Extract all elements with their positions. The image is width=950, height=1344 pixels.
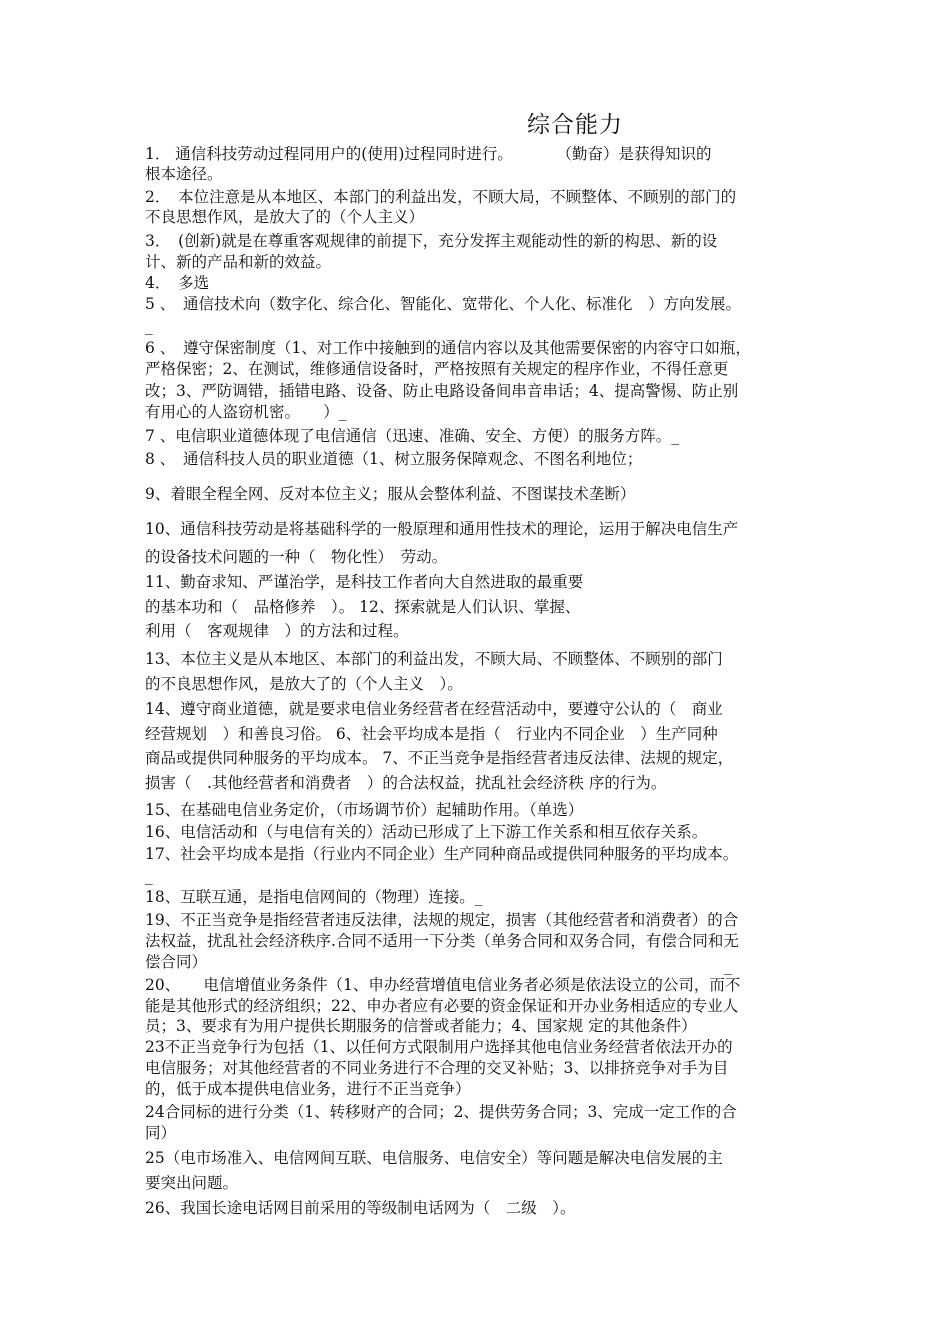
- text-line: 13、本位主义是从本地区、本部门的利益出发，不顾大局、不顾整体、不顾别的部门: [145, 650, 723, 668]
- text-line: _: [145, 867, 153, 885]
- text-line: 1． 通信科技劳动过程同用户的(使用)过程同时进行。 （勤奋）是获得知识的: [145, 145, 712, 163]
- text-line: 电信服务；对其他经营者的不同业务进行不合理的交叉补贴；3、以排挤竞争对手为目: [145, 1059, 729, 1077]
- text-line: _: [724, 957, 732, 975]
- text-line: 4． 多选: [145, 274, 210, 292]
- text-line: 24合同标的进行分类（1、转移财产的合同；2、提供劳务合同；3、完成一定工作的合: [145, 1103, 737, 1121]
- text-line: 11、勤奋求知、严谨治学，是科技工作者向大自然进取的最重要: [145, 573, 584, 591]
- text-line: 10、通信科技劳动是将基础科学的一般原理和通用性技术的理论，运用于解决电信生产: [145, 520, 739, 538]
- text-line: 员；3、要求有为用户提供长期服务的信誉或者能力；4、国家规 定的其他条件）: [145, 1017, 697, 1035]
- text-line: 25（电市场准入、电信网间互联、电信服务、电信安全）等问题是解决电信发展的主: [145, 1149, 723, 1167]
- text-line: 利用（ 客观规律 ）的方法和过程。: [145, 622, 409, 640]
- text-line: 经营规划 ）和善良习俗。 6、社会平均成本是指（ 行业内不同企业 ）生产同种: [145, 725, 718, 743]
- text-line: 能是其他形式的经济组织；22、申办者应有必要的资金保证和开办业务相适应的专业人: [145, 997, 739, 1015]
- text-line: 8 、 通信科技人员的职业道德（1、树立服务保障观念、不图名利地位；: [145, 450, 643, 468]
- text-line: 同）: [145, 1124, 177, 1142]
- text-line: 5 、 通信技术向（数字化、综合化、智能化、宽带化、个人化、标准化 ）方向发展。: [145, 295, 742, 313]
- text-line: 严格保密；2、在测试，维修通信设备时，严格按照有关规定的程序作业，不得任意更: [145, 360, 729, 378]
- text-line: 16、电信活动和（与电信有关的）活动已形成了上下游工作关系和相互依存关系。: [145, 823, 708, 841]
- text-line: 计、新的产品和新的效益。: [145, 253, 332, 271]
- text-line: 26、我国长途电话网目前采用的等级制电话网为（ 二级 ）。: [145, 1199, 576, 1217]
- text-line: 有用心的人盗窃机密。 ）_: [145, 403, 347, 421]
- document-title: 综合能力: [527, 112, 623, 138]
- text-line: 改；3、严防调错，插错电路、设备、防止电路设备间串音串话；4、提高警惕、防止别: [145, 382, 739, 400]
- text-line: 20、 电信增值业务条件（1、申办经营增值电信业务者必须是依法设立的公司，而不: [145, 976, 741, 994]
- text-line: 要突出问题。: [145, 1174, 239, 1192]
- text-line: 偿合同）: [145, 953, 208, 971]
- text-line: 2． 本位注意是从本地区、本部门的利益出发，不顾大局，不顾整体、不顾别的部门的: [145, 188, 737, 206]
- text-line: 15、在基础电信业务定价，（市场调节价）起辅助作用。（单选）: [145, 801, 584, 819]
- text-line: 损害（ .其他经营者和消费者 ）的合法权益，扰乱社会经济秩 序的行为。: [145, 774, 667, 792]
- text-line: 根本途径。: [145, 165, 223, 183]
- text-line: 6 、 遵守保密制度（1、对工作中接触到的通信内容以及其他需要保密的内容守口如瓶，: [145, 339, 751, 357]
- text-line: 的基本功和（ 品格修养 ）。 12、探索就是人们认识、掌握、: [145, 598, 581, 616]
- text-line: 的设备技术问题的一种（ 物化性） 劳动。: [145, 548, 448, 566]
- text-line: 法权益，扰乱社会经济秩序.合同不适用一下分类（单务合同和双务合同，有偿合同和无: [145, 932, 739, 950]
- text-line: 9、着眼全程全网、反对本位主义；服从会整体利益、不图谋技术垄断）: [145, 485, 636, 503]
- text-line: 的，低于成本提供电信业务，进行不正当竞争）: [145, 1080, 471, 1098]
- text-line: 14、遵守商业道德，就是要求电信业务经营者在经营活动中，要遵守公认的（ 商业: [145, 700, 723, 718]
- text-line: 商品或提供同种服务的平均成本。 7、不正当竞争是指经营者违反法律、法规的规定，: [145, 749, 734, 767]
- text-line: _: [145, 317, 153, 335]
- text-line: 3． (创新)就是在尊重客观规律的前提下，充分发挥主观能动性的新的构思、新的设: [145, 232, 718, 250]
- text-line: 18、互联互通，是指电信网间的（物理）连接。_: [145, 888, 483, 906]
- text-line: 17、社会平均成本是指（行业内不同企业）生产同种商品或提供同种服务的平均成本。: [145, 845, 739, 863]
- text-line: 7 、电信职业道德体现了电信通信（迅速、准确、安全、方便）的服务方阵。_: [145, 427, 680, 445]
- text-line: 23不正当竞争行为包括（1、以任何方式限制用户选择其他电信业务经营者依法开办的: [145, 1038, 733, 1056]
- text-line: 19、不正当竞争是指经营者违反法律，法规的规定，损害（其他经营者和消费者）的合: [145, 911, 739, 929]
- text-line: 的不良思想作风，是放大了的（个人主义 ）。: [145, 675, 463, 693]
- text-line: 不良思想作风，是放大了的（个人主义）: [145, 208, 425, 226]
